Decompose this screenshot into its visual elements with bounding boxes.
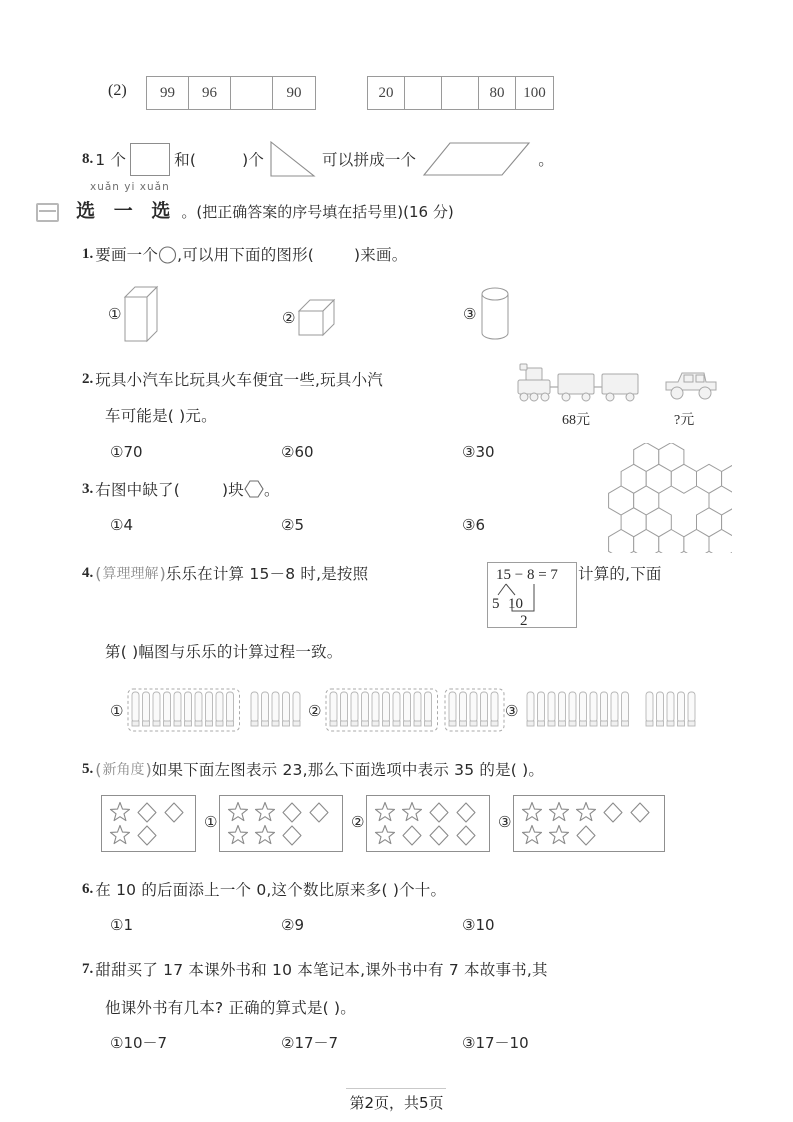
counting-stick — [283, 692, 290, 726]
q2-option-3-label: ③30 — [462, 443, 495, 461]
q1-text-b: ,可以用下面的图形( — [177, 246, 315, 264]
number-strip-1 — [146, 76, 316, 110]
q1-option-2-mark: ② — [282, 309, 296, 327]
number-cell: 96 — [189, 77, 231, 109]
q1-option-1-mark: ① — [108, 305, 122, 323]
q1-text-a: 要画一个 — [95, 246, 159, 264]
diamond-shape — [427, 801, 451, 824]
counting-stick — [293, 692, 300, 726]
q2-line-2-row — [105, 404, 217, 426]
q4-option-2[interactable] — [308, 688, 512, 734]
q8-text-b: 和( — [174, 151, 197, 169]
stick-bundle-2 — [324, 688, 512, 734]
counting-stick — [164, 692, 171, 726]
q4-tag: 算理理解 — [102, 566, 159, 582]
q4-option-2-mark: ② — [308, 702, 322, 720]
shape-row — [373, 824, 489, 847]
counting-stick — [491, 692, 498, 726]
star-shape — [400, 801, 424, 824]
diamond-shape — [135, 801, 159, 824]
question-6 — [82, 878, 446, 900]
shape-row — [373, 801, 489, 824]
counting-stick — [622, 692, 629, 726]
shape-row — [108, 824, 195, 847]
q2-option-1[interactable] — [110, 443, 143, 461]
counting-stick — [527, 692, 534, 726]
counting-stick — [393, 692, 400, 726]
q8-text-e: 。 — [538, 151, 554, 169]
counting-stick — [601, 692, 608, 726]
counting-stick — [143, 692, 150, 726]
section-pinyin: xuǎn yi xuǎn — [90, 181, 170, 193]
star-shape — [226, 824, 250, 847]
q2-number: 2. — [82, 370, 94, 387]
counting-stick — [362, 692, 369, 726]
svg-text:5: 5 — [492, 596, 500, 612]
section-two-marker — [36, 203, 59, 222]
svg-text:2: 2 — [520, 613, 528, 627]
toy-car-illustration — [660, 366, 722, 406]
q3-number: 3. — [82, 480, 94, 497]
question-7 — [82, 958, 548, 980]
stick-bundle-3 — [521, 688, 709, 734]
q3-text-a: 右图中缺了( — [95, 481, 180, 499]
counting-stick — [195, 692, 202, 726]
section-subtitle: 。(把正确答案的序号填在括号里)(16 分) — [181, 203, 454, 221]
q6-number: 6. — [82, 880, 94, 897]
counting-stick — [227, 692, 234, 726]
q8-text-d: 可以拼成一个 — [322, 151, 417, 169]
question-1 — [82, 243, 407, 265]
train-price-label: 68元 — [562, 413, 590, 428]
q6-text: 在 10 的后面添上一个 0,这个数比原来多( )个十。 — [95, 881, 447, 899]
section-title: 选 一 选 — [76, 200, 177, 222]
star-shape — [253, 824, 277, 847]
q4-option-1[interactable] — [110, 688, 314, 734]
q5-option-1-mark: ① — [204, 813, 218, 831]
q5-option-3-mark: ③ — [498, 813, 512, 831]
counting-stick — [272, 692, 279, 726]
counting-stick — [351, 692, 358, 726]
q4-option-3-mark: ③ — [505, 702, 519, 720]
q2-line-2: 车可能是( )元。 — [105, 407, 217, 425]
q4-number: 4. — [82, 564, 94, 581]
hexagon-shape — [244, 479, 264, 499]
q7-number: 7. — [82, 960, 94, 977]
star-shape — [547, 801, 571, 824]
number-cell: 100 — [523, 84, 546, 101]
star-shape — [373, 824, 397, 847]
counting-stick — [590, 692, 597, 726]
q7-option-2-label: ②17－7 — [281, 1034, 339, 1052]
number-cell: 99 — [147, 77, 189, 109]
q5-text: 如果下面左图表示 23,那么下面选项中表示 35 的是( )。 — [151, 761, 545, 779]
q4-text-b: 计算的,下面 — [578, 565, 662, 583]
q5-option-2-box[interactable] — [366, 795, 490, 852]
q2-option-3[interactable] — [462, 443, 495, 461]
svg-text:10: 10 — [508, 596, 523, 612]
q2-option-1-label: ①70 — [110, 443, 143, 461]
parallelogram-shape — [422, 140, 532, 178]
counting-stick — [460, 692, 467, 726]
car-price-label: ?元 — [674, 413, 695, 428]
q3-option-3-label: ③6 — [462, 516, 485, 534]
q2-line-1: 玩具小汽车比玩具火车便宜一些,玩具小汽 — [95, 371, 383, 389]
q6-option-2[interactable] — [281, 916, 304, 934]
counting-stick — [330, 692, 337, 726]
star-shape — [520, 801, 544, 824]
q4-line-2: 第( )幅图与乐乐的计算过程一致。 — [105, 643, 343, 661]
q1-option-3[interactable] — [463, 285, 516, 343]
fill-grid-label: (2) — [108, 82, 127, 99]
q3-option-2-label: ②5 — [281, 516, 304, 534]
number-cell[interactable] — [231, 77, 273, 109]
question-8 — [82, 140, 554, 178]
counting-stick — [251, 692, 258, 726]
stick-bundle-1 — [126, 688, 314, 734]
question-4: 4. ( 算理理解 ) 乐乐在计算 15－8 时,是按照 — [82, 563, 369, 583]
q1-option-1[interactable] — [108, 283, 163, 345]
shape-row — [520, 824, 664, 847]
q3-option-3[interactable] — [462, 516, 485, 534]
q4-text-a: 乐乐在计算 15－8 时,是按照 — [165, 565, 369, 583]
toy-train-illustration — [512, 362, 652, 406]
q2-option-2[interactable] — [281, 443, 314, 461]
q5-number: 5. — [82, 760, 94, 777]
counting-stick — [688, 692, 695, 726]
q6-option-2-label: ②9 — [281, 916, 304, 934]
counting-stick — [153, 692, 160, 726]
shape-row — [520, 801, 664, 824]
counting-stick — [548, 692, 555, 726]
q7-option-2[interactable] — [281, 1032, 338, 1053]
star-shape — [108, 824, 132, 847]
star-shape — [226, 801, 250, 824]
diamond-shape — [400, 824, 424, 847]
q7-line-2-row — [105, 996, 356, 1018]
q4-option-1-mark: ① — [110, 702, 124, 720]
q7-option-3-label: ③17－10 — [462, 1034, 529, 1052]
q1-option-2[interactable] — [282, 297, 339, 339]
q4-calc-box — [487, 562, 577, 628]
q7-line-1: 甜甜买了 17 本课外书和 10 本笔记本,课外书中有 7 本故事书,其 — [95, 961, 548, 979]
cuboid-shape — [121, 283, 163, 345]
question-3 — [82, 478, 280, 500]
number-cell: 20 — [368, 77, 405, 109]
q7-option-1-label: ①10－7 — [110, 1034, 168, 1052]
q5-tag: 新角度 — [102, 762, 145, 778]
page-footer: 第2页，共5页 — [349, 1094, 444, 1112]
square-shape — [130, 143, 170, 176]
q2-option-2-label: ②60 — [281, 443, 314, 461]
counting-stick — [341, 692, 348, 726]
q3-option-2[interactable] — [281, 516, 304, 534]
q7-option-3[interactable] — [462, 1032, 529, 1053]
q6-option-3[interactable] — [462, 916, 495, 934]
cylinder-shape — [476, 285, 516, 343]
honeycomb-figure — [582, 443, 732, 553]
shape-row — [108, 801, 195, 824]
q3-text-b: )块 — [222, 481, 244, 499]
diamond-shape — [135, 824, 159, 847]
counting-stick — [481, 692, 488, 726]
counting-stick — [383, 692, 390, 726]
question-5: 5. ( 新角度 ) 如果下面左图表示 23,那么下面选项中表示 35 的是( )。 — [82, 759, 545, 779]
counting-stick — [569, 692, 576, 726]
q4-option-3[interactable] — [505, 688, 709, 734]
star-shape — [108, 801, 132, 824]
q7-option-1[interactable] — [110, 1032, 167, 1053]
q8-number: 8. — [82, 150, 94, 167]
q3-option-1[interactable] — [110, 516, 133, 534]
q6-option-3-label: ③10 — [462, 916, 495, 934]
q6-option-1-label: ①1 — [110, 916, 133, 934]
number-cell: 80 — [479, 77, 516, 109]
q5-option-2-mark: ② — [351, 813, 365, 831]
counting-stick — [404, 692, 411, 726]
q1-option-3-mark: ③ — [463, 305, 477, 323]
number-cell: 90 — [286, 84, 302, 101]
counting-stick — [206, 692, 213, 726]
counting-stick — [174, 692, 181, 726]
calc-equation-text: 15 − 8 = 7 — [496, 567, 558, 583]
section-heading — [36, 181, 454, 223]
q4-text-b-row — [578, 562, 662, 584]
number-strip-2 — [367, 76, 554, 110]
q8-text-a: 1 个 — [95, 151, 127, 169]
cube-shape — [295, 297, 339, 339]
counting-stick — [262, 692, 269, 726]
q6-option-1[interactable] — [110, 916, 133, 934]
counting-stick — [414, 692, 421, 726]
diamond-shape — [454, 801, 478, 824]
counting-stick — [559, 692, 566, 726]
counting-stick — [470, 692, 477, 726]
number-cell[interactable] — [405, 77, 442, 109]
circle-shape — [158, 245, 177, 264]
q4-line-2-row — [105, 640, 342, 662]
right-triangle-shape — [268, 140, 318, 178]
diamond-shape — [427, 824, 451, 847]
star-shape — [547, 824, 571, 847]
diamond-shape — [628, 801, 652, 824]
diamond-shape — [280, 824, 304, 847]
counting-stick — [185, 692, 192, 726]
q5-option-1-box[interactable] — [219, 795, 343, 852]
diamond-shape — [601, 801, 625, 824]
q5-option-3-box[interactable] — [513, 795, 665, 852]
shape-row — [226, 801, 342, 824]
q5-reference-box — [101, 795, 196, 852]
question-2 — [82, 368, 383, 390]
counting-stick — [657, 692, 664, 726]
diamond-shape — [454, 824, 478, 847]
q1-number: 1. — [82, 245, 94, 262]
counting-stick — [132, 692, 139, 726]
star-shape — [253, 801, 277, 824]
diamond-shape — [307, 801, 331, 824]
q3-text-c: 。 — [263, 481, 280, 499]
star-shape — [520, 824, 544, 847]
shape-row — [226, 824, 342, 847]
fill-grid-label-row — [108, 82, 127, 100]
q7-line-2: 他课外书有几本? 正确的算式是( )。 — [105, 999, 356, 1017]
counting-stick — [449, 692, 456, 726]
counting-stick — [425, 692, 432, 726]
counting-stick — [667, 692, 674, 726]
counting-stick — [372, 692, 379, 726]
star-shape — [574, 801, 598, 824]
diamond-shape — [280, 801, 304, 824]
counting-stick — [538, 692, 545, 726]
counting-stick — [678, 692, 685, 726]
counting-stick — [646, 692, 653, 726]
counting-stick — [611, 692, 618, 726]
star-shape — [373, 801, 397, 824]
diamond-shape — [162, 801, 186, 824]
number-cell[interactable] — [442, 77, 479, 109]
q3-option-1-label: ①4 — [110, 516, 133, 534]
counting-stick — [216, 692, 223, 726]
q1-text-c: )来画。 — [354, 246, 408, 264]
q8-text-c: )个 — [242, 151, 265, 169]
diamond-shape — [574, 824, 598, 847]
counting-stick — [580, 692, 587, 726]
